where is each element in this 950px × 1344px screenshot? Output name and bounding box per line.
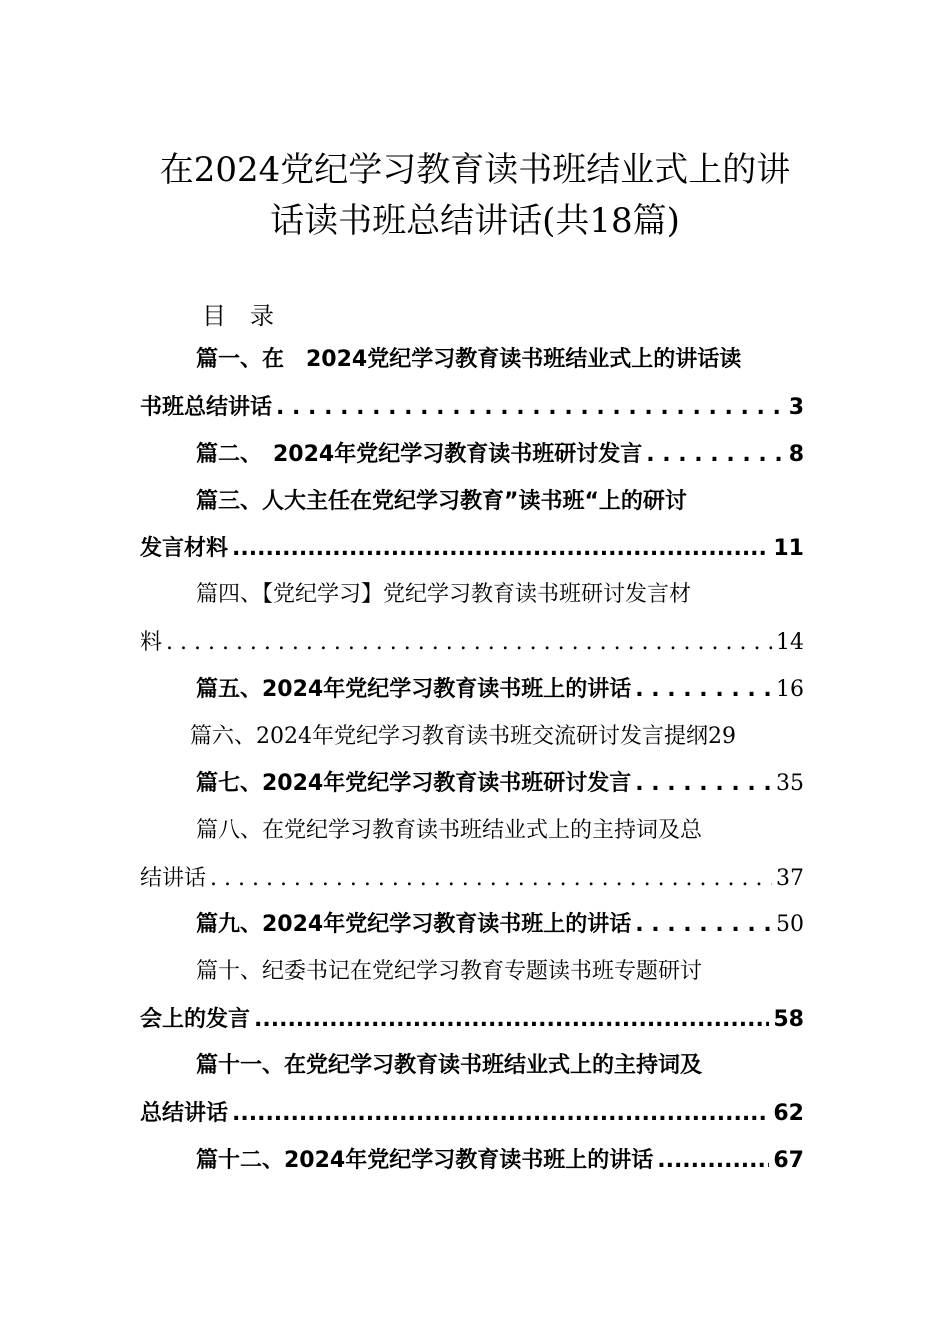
toc-entry-4-line-1[interactable] xyxy=(196,576,816,614)
toc-entry-text: 篇六、2024年党纪学习教育读书班交流研讨发言提纲 xyxy=(190,724,708,749)
toc-page-number: 67 xyxy=(773,1148,804,1173)
toc-entry-text: 篇四、【党纪学习】党纪学习教育读书班研讨发言材 xyxy=(196,582,692,607)
toc-entry-3-line-2[interactable] xyxy=(140,530,804,568)
toc-heading: 目 录 xyxy=(202,302,274,330)
toc-entry-1-line-2[interactable] xyxy=(140,389,804,427)
toc-entry-text: 篇十一、在党纪学习教育读书班结业式上的主持词及 xyxy=(196,1053,703,1078)
toc-leader-dots xyxy=(232,530,769,568)
document-title-line-1: 在2024党纪学习教育读书班结业式上的讲 xyxy=(159,150,791,190)
toc-entry-8-line-1[interactable] xyxy=(196,812,816,850)
toc-entry-text: 发言材料 xyxy=(140,536,229,561)
toc-leader-dots xyxy=(635,906,772,944)
toc-entry-7[interactable] xyxy=(196,765,804,803)
toc-entry-text: 书班总结讲话 xyxy=(140,395,273,420)
toc-page-number: 58 xyxy=(773,1007,804,1032)
toc-entry-9[interactable] xyxy=(196,906,804,944)
toc-entry-text: 篇七、2024年党纪学习教育读书班研讨发言 xyxy=(196,771,632,796)
toc-entry-1-line-1[interactable] xyxy=(196,341,816,379)
toc-entry-text: 篇二、 2024年党纪学习教育读书班研讨发言 xyxy=(196,442,643,467)
toc-entry-text: 篇八、在党纪学习教育读书班结业式上的主持词及总 xyxy=(196,818,703,843)
toc-entry-text: 结讲话 xyxy=(140,866,207,891)
toc-leader-dots xyxy=(232,1095,769,1133)
toc-leader-dots xyxy=(166,624,772,662)
toc-entry-text: 篇十二、2024年党纪学习教育读书班上的讲话 xyxy=(196,1148,654,1173)
toc-entry-10-line-2[interactable] xyxy=(140,1001,804,1039)
toc-entry-8-line-2[interactable] xyxy=(140,860,804,898)
toc-leader-dots xyxy=(657,1142,769,1180)
toc-entry-text: 篇一、在 2024党纪学习教育读书班结业式上的讲话读 xyxy=(196,347,742,372)
toc-leader-dots xyxy=(635,765,772,803)
toc-entry-10-line-1[interactable] xyxy=(196,953,816,991)
toc-entry-11-line-2[interactable] xyxy=(140,1095,804,1133)
toc-entry-3-line-1[interactable] xyxy=(196,483,816,521)
toc-page-number: 14 xyxy=(776,630,804,655)
toc-page-number: 29 xyxy=(708,724,736,749)
toc-entry-text: 总结讲话 xyxy=(140,1101,229,1126)
toc-leader-dots xyxy=(646,436,784,474)
document-title-line-2: 话读书班总结讲话(共18篇) xyxy=(270,201,680,241)
toc-page-number: 50 xyxy=(776,912,804,937)
toc-entry-12[interactable] xyxy=(196,1142,804,1180)
toc-page-number: 62 xyxy=(773,1101,804,1126)
toc-entry-text: 会上的发言 xyxy=(140,1007,251,1032)
toc-leader-dots xyxy=(276,389,785,427)
toc-entry-6[interactable] xyxy=(190,718,830,756)
toc-page-number: 16 xyxy=(776,677,804,702)
toc-page-number: 37 xyxy=(776,866,804,891)
toc-leader-dots xyxy=(635,671,772,709)
toc-entry-text: 料 xyxy=(140,630,163,655)
toc-entry-2[interactable] xyxy=(196,436,804,474)
toc-entry-11-line-1[interactable] xyxy=(196,1047,816,1085)
toc-entry-5[interactable] xyxy=(196,671,804,709)
toc-page-number: 8 xyxy=(788,442,804,467)
toc-entry-text: 篇十、纪委书记在党纪学习教育专题读书班专题研讨 xyxy=(196,959,703,984)
toc-leader-dots xyxy=(254,1001,769,1039)
toc-entry-text: 篇五、2024年党纪学习教育读书班上的讲话 xyxy=(196,677,632,702)
toc-entry-4-line-2[interactable] xyxy=(140,624,804,662)
toc-entry-text: 篇九、2024年党纪学习教育读书班上的讲话 xyxy=(196,912,632,937)
toc-page-number: 3 xyxy=(788,395,804,420)
toc-leader-dots xyxy=(210,860,772,898)
toc-page-number: 11 xyxy=(773,536,804,561)
toc-page-number: 35 xyxy=(776,771,804,796)
toc-entry-text: 篇三、人大主任在党纪学习教育”读书班“上的研讨 xyxy=(196,489,687,514)
